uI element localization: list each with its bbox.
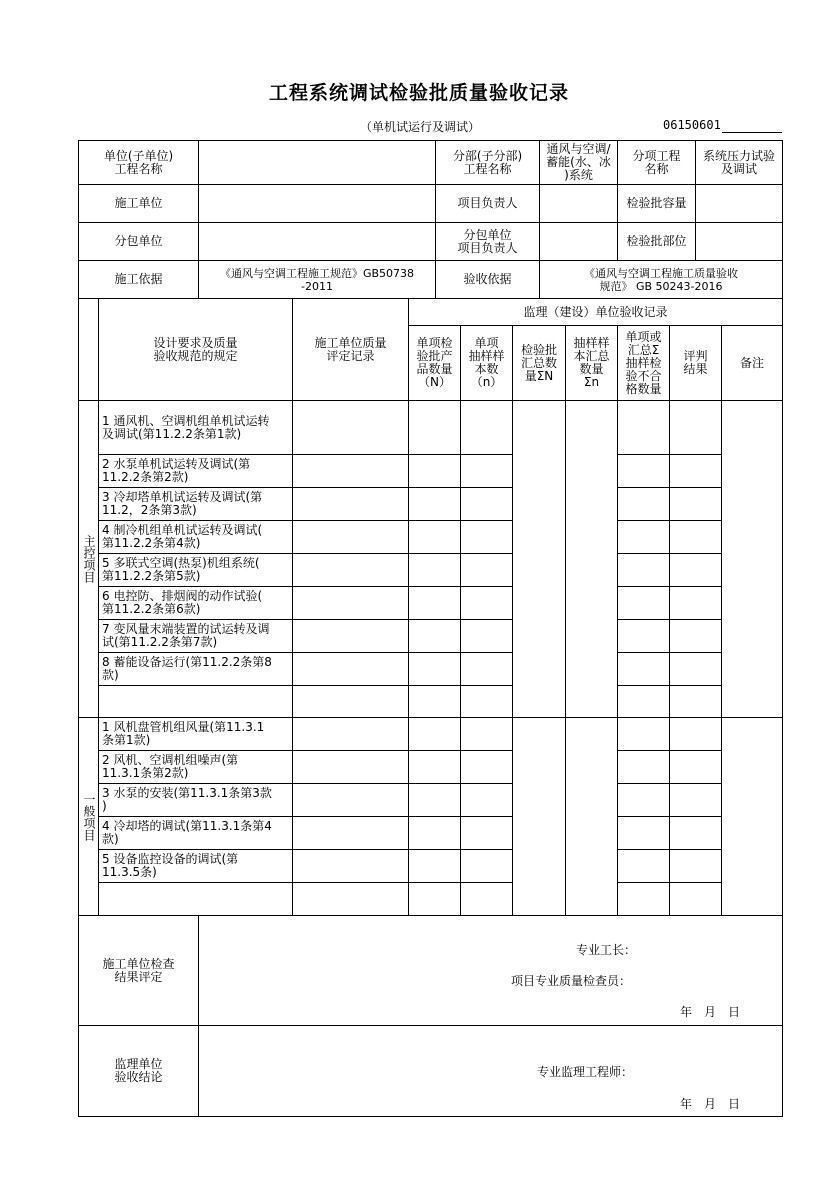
batch-capacity-label: 检验批容量 [617, 184, 696, 223]
main-item-product-count-cell[interactable] [408, 619, 461, 653]
general-total-count-cell[interactable] [512, 717, 566, 916]
general-item-product-count-cell[interactable] [408, 717, 461, 751]
general-item-failed-count-cell[interactable] [617, 849, 670, 883]
main-item-product-count-cell[interactable] [408, 586, 461, 620]
main-item-failed-count-cell[interactable] [617, 652, 670, 686]
main-item-failed-count-cell[interactable] [617, 520, 670, 554]
supervision-record-header: 监理（建设）单位验收记录 [408, 298, 783, 326]
general-item-failed-count-cell[interactable] [617, 783, 670, 817]
page-subtitle: （单机试运行及调试） [360, 120, 481, 134]
general-item-row-6 [98, 882, 293, 916]
general-item-result-cell[interactable] [669, 783, 722, 817]
subitem-name-label: 分项工程 名称 [617, 140, 696, 185]
main-item-row-7: 7 变风量末端装置的试运转及调 试(第11.2.2条第7款) [98, 619, 293, 653]
batch-capacity-value[interactable] [695, 184, 783, 223]
general-item-sample-count-cell[interactable] [460, 717, 513, 751]
general-item-row-1: 1 风机盘管机组风量(第11.3.1 条第1款) [98, 717, 293, 751]
general-item-self-eval-cell[interactable] [292, 816, 409, 850]
subcontractor-label: 分包单位 [78, 222, 199, 261]
main-item-result-cell[interactable] [669, 685, 722, 718]
main-item-sample-count-cell[interactable] [460, 586, 513, 620]
main-item-sample-count-cell[interactable] [460, 454, 513, 488]
main-item-failed-count-cell[interactable] [617, 454, 670, 488]
main-items-label: 主控项目 [78, 400, 99, 718]
main-item-row-3: 3 冷却塔单机试运转及调试(第 11.2，2条第3款) [98, 487, 293, 521]
general-item-self-eval-cell[interactable] [292, 717, 409, 751]
acceptance-basis-value: 《通风与空调工程施工质量验收 规范》 GB 50243-2016 [539, 260, 783, 299]
project-manager-label: 项目负责人 [435, 184, 540, 223]
item-category-header [78, 298, 99, 401]
general-item-sample-count-cell[interactable] [460, 849, 513, 883]
construction-basis-value: 《通风与空调工程施工规范》GB50738 -2011 [198, 260, 436, 299]
general-item-self-eval-cell[interactable] [292, 750, 409, 784]
construction-basis-label: 施工依据 [78, 260, 199, 299]
construction-check-date: 年 月 日 [680, 1005, 741, 1019]
main-item-result-cell[interactable] [669, 586, 722, 620]
col-total-count: 检验批 汇总数 量ΣN [512, 325, 566, 401]
main-item-result-cell[interactable] [669, 520, 722, 554]
page-title: 工程系统调试检验批质量验收记录 [268, 82, 569, 104]
general-item-failed-count-cell[interactable] [617, 750, 670, 784]
main-item-row-6: 6 电控防、排烟阀的动作试验( 第11.2.2条第6款) [98, 586, 293, 620]
general-item-failed-count-cell[interactable] [617, 816, 670, 850]
constructor-value[interactable] [198, 184, 436, 223]
general-item-sample-count-cell[interactable] [460, 882, 513, 916]
main-item-row-5: 5 多联式空调(热泵)机组系统( 第11.2.2条第5款) [98, 553, 293, 587]
sub-manager-label: 分包单位 项目负责人 [435, 222, 540, 261]
col-failed-count: 单项或 汇总Σ 抽样检 验不合 格数量 [617, 325, 670, 401]
main-item-failed-count-cell[interactable] [617, 553, 670, 587]
main-item-self-eval-cell[interactable] [292, 586, 409, 620]
main-item-sample-count-cell[interactable] [460, 553, 513, 587]
main-item-self-eval-cell[interactable] [292, 487, 409, 521]
main-item-row-4: 4 制冷机组单机试运转及调试( 第11.2.2条第4款) [98, 520, 293, 554]
main-item-sample-count-cell[interactable] [460, 487, 513, 521]
main-item-self-eval-cell[interactable] [292, 400, 409, 455]
main-item-product-count-cell[interactable] [408, 553, 461, 587]
main-item-failed-count-cell[interactable] [617, 487, 670, 521]
general-item-self-eval-cell[interactable] [292, 882, 409, 916]
main-item-result-cell[interactable] [669, 652, 722, 686]
general-item-row-4: 4 冷却塔的调试(第11.3.1条第4 款) [98, 816, 293, 850]
main-item-product-count-cell[interactable] [408, 487, 461, 521]
main-item-result-cell[interactable] [669, 454, 722, 488]
main-item-self-eval-cell[interactable] [292, 685, 409, 718]
main-item-failed-count-cell[interactable] [617, 619, 670, 653]
general-remark-cell[interactable] [721, 717, 783, 916]
main-item-self-eval-cell[interactable] [292, 454, 409, 488]
col-result: 评判 结果 [669, 325, 722, 401]
main-total-sample-cell[interactable] [565, 400, 618, 718]
inspector-signature-label: 项目专业质量检查员： [511, 974, 632, 988]
general-items-label: 一般项目 [78, 717, 99, 916]
sub-manager-value[interactable] [539, 222, 618, 261]
design-requirement-header: 设计要求及质量 验收规范的规定 [98, 298, 293, 401]
col-sample-count: 单项 抽样样 本数 （n） [460, 325, 513, 401]
supervision-engineer-label: 专业监理工程师： [537, 1065, 634, 1079]
main-item-sample-count-cell[interactable] [460, 685, 513, 718]
division-name-label: 分部(子分部) 工程名称 [435, 140, 540, 185]
supervision-conclusion-label: 监理单位 验收结论 [78, 1025, 199, 1117]
main-item-self-eval-cell[interactable] [292, 520, 409, 554]
main-total-count-cell[interactable] [512, 400, 566, 718]
general-item-row-2: 2 风机、空调机组噪声(第 11.3.1条第2款) [98, 750, 293, 784]
col-product-count: 单项检 验批产 品数量 （N） [408, 325, 461, 401]
main-item-row-8: 8 蓄能设备运行(第11.2.2条第8 款) [98, 652, 293, 686]
division-name-value[interactable]: 通风与空调/ 蓄能(水、冰 )系统 [539, 140, 618, 185]
general-item-failed-count-cell[interactable] [617, 717, 670, 751]
main-item-row-9 [98, 685, 293, 718]
general-item-result-cell[interactable] [669, 849, 722, 883]
form-code-underline [722, 132, 782, 133]
main-remark-cell[interactable] [721, 400, 783, 718]
col-total-sample: 抽样样 本汇总 数量 Σn [565, 325, 618, 401]
general-item-row-5: 5 设备监控设备的调试(第 11.3.5条) [98, 849, 293, 883]
col-remark: 备注 [721, 325, 783, 401]
main-item-result-cell[interactable] [669, 400, 722, 455]
unit-name-value[interactable] [198, 140, 436, 185]
subitem-name-value[interactable]: 系统压力试验 及调试 [695, 140, 783, 185]
main-item-sample-count-cell[interactable] [460, 520, 513, 554]
main-item-row-2: 2 水泵单机试运转及调试(第 11.2.2条第2款) [98, 454, 293, 488]
supervision-conclusion-date: 年 月 日 [680, 1097, 741, 1111]
batch-location-value[interactable] [695, 222, 783, 261]
main-item-sample-count-cell[interactable] [460, 400, 513, 455]
general-item-result-cell[interactable] [669, 717, 722, 751]
general-item-result-cell[interactable] [669, 882, 722, 916]
acceptance-basis-label: 验收依据 [435, 260, 540, 299]
batch-location-label: 检验批部位 [617, 222, 696, 261]
main-item-self-eval-cell[interactable] [292, 619, 409, 653]
general-item-result-cell[interactable] [669, 816, 722, 850]
subcontractor-value[interactable] [198, 222, 436, 261]
main-item-sample-count-cell[interactable] [460, 652, 513, 686]
general-item-row-3: 3 水泵的安装(第11.3.1条第3款 ) [98, 783, 293, 817]
general-item-self-eval-cell[interactable] [292, 849, 409, 883]
main-item-result-cell[interactable] [669, 487, 722, 521]
main-item-result-cell[interactable] [669, 553, 722, 587]
main-item-self-eval-cell[interactable] [292, 553, 409, 587]
general-item-product-count-cell[interactable] [408, 816, 461, 850]
self-evaluation-header: 施工单位质量 评定记录 [292, 298, 409, 401]
main-item-row-1: 1 通风机、空调机组单机试运转 及调试(第11.2.2条第1款) [98, 400, 293, 455]
main-item-failed-count-cell[interactable] [617, 685, 670, 718]
main-item-product-count-cell[interactable] [408, 400, 461, 455]
general-total-sample-cell[interactable] [565, 717, 618, 916]
general-item-sample-count-cell[interactable] [460, 750, 513, 784]
general-item-product-count-cell[interactable] [408, 750, 461, 784]
main-item-self-eval-cell[interactable] [292, 652, 409, 686]
general-item-product-count-cell[interactable] [408, 783, 461, 817]
general-item-product-count-cell[interactable] [408, 882, 461, 916]
main-item-failed-count-cell[interactable] [617, 586, 670, 620]
main-item-product-count-cell[interactable] [408, 454, 461, 488]
general-item-product-count-cell[interactable] [408, 849, 461, 883]
general-item-result-cell[interactable] [669, 750, 722, 784]
foreman-signature-label: 专业工长： [576, 943, 637, 957]
main-item-sample-count-cell[interactable] [460, 619, 513, 653]
project-manager-value[interactable] [539, 184, 618, 223]
constructor-label: 施工单位 [78, 184, 199, 223]
unit-name-label: 单位(子单位) 工程名称 [78, 140, 199, 185]
form-code: 06150601 [663, 118, 721, 132]
general-item-failed-count-cell[interactable] [617, 882, 670, 916]
main-item-result-cell[interactable] [669, 619, 722, 653]
construction-check-label: 施工单位检查 结果评定 [78, 915, 199, 1026]
general-item-self-eval-cell[interactable] [292, 783, 409, 817]
general-item-sample-count-cell[interactable] [460, 783, 513, 817]
main-item-failed-count-cell[interactable] [617, 400, 670, 455]
main-item-product-count-cell[interactable] [408, 520, 461, 554]
main-item-product-count-cell[interactable] [408, 685, 461, 718]
main-item-product-count-cell[interactable] [408, 652, 461, 686]
general-item-sample-count-cell[interactable] [460, 816, 513, 850]
